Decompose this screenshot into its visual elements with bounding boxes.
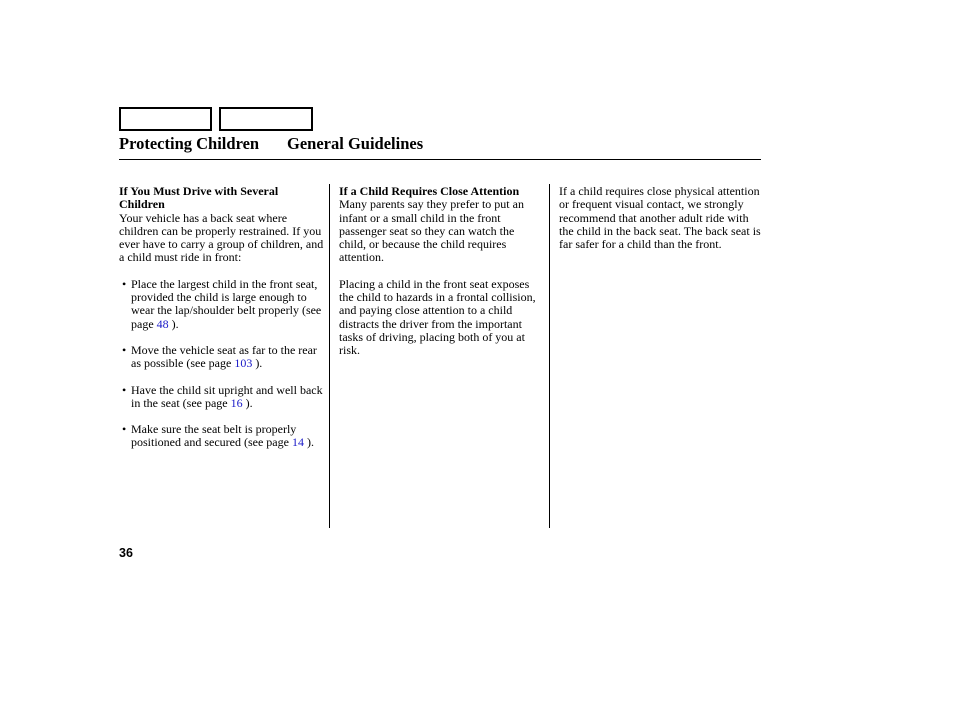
column-divider-2 bbox=[549, 184, 550, 528]
col2-paragraph-1: Many parents say they prefer to put an infant or a small child in the front passenger seat so they can watch the child, or because the child requires attention. bbox=[339, 197, 524, 265]
bullet-icon: • bbox=[122, 276, 127, 291]
page-link-14[interactable]: 14 bbox=[291, 435, 304, 450]
column-2 bbox=[339, 185, 544, 371]
subsection-title: General Guidelines bbox=[287, 134, 424, 153]
bullet-suffix: ). bbox=[303, 435, 314, 450]
page-link-16[interactable]: 16 bbox=[230, 395, 243, 410]
col1-heading: If You Must Drive with Several Children bbox=[119, 184, 279, 212]
bullet-text: Have the child sit upright and well back in the seat (see page bbox=[131, 382, 323, 410]
col3-paragraph-1: If a child requires close physical attention or frequent visual contact, we strongly recommend that another adult ride with the child in the back seat. The back seat is far safer for a child than the front. bbox=[559, 184, 761, 252]
list-item bbox=[119, 344, 324, 371]
bullet-icon: • bbox=[122, 342, 127, 357]
bullet-text: Move the vehicle seat as far to the rear as possible (see page bbox=[131, 342, 317, 371]
col1-bullet-list bbox=[119, 278, 324, 450]
page-number: 36 bbox=[119, 546, 133, 560]
list-item bbox=[119, 423, 324, 450]
col2-heading: If a Child Requires Close Attention bbox=[339, 184, 520, 198]
page-link-48[interactable]: 48 bbox=[156, 316, 169, 331]
bullet-icon: • bbox=[122, 382, 127, 397]
col1-intro: Your vehicle has a back seat where children can be properly restrained. If you ever have to carry a group of children, and a child must ride in front: bbox=[119, 210, 324, 265]
column-divider-1 bbox=[329, 184, 330, 528]
list-item bbox=[119, 384, 324, 411]
header-rule bbox=[119, 159, 761, 160]
page-link-103[interactable]: 103 bbox=[234, 356, 253, 371]
column-3 bbox=[559, 185, 764, 264]
section-title: Protecting Children bbox=[119, 134, 260, 153]
bullet-suffix: ). bbox=[252, 356, 263, 371]
bullet-suffix: ). bbox=[168, 316, 179, 331]
col2-paragraph-2: Placing a child in the front seat exposes the child to hazards in a frontal collision, and paying close attention to a child distracts the driver from the important tasks of driving, placing both of you at risk. bbox=[339, 276, 536, 358]
bullet-suffix: ). bbox=[242, 395, 253, 410]
list-item bbox=[119, 278, 324, 331]
bullet-text: Place the largest child in the front seat, provided the child is large enough to wear the lap/shoulder belt properly (see page bbox=[131, 276, 322, 331]
nav-button-main-menu[interactable] bbox=[119, 107, 212, 131]
column-1 bbox=[119, 185, 324, 463]
nav-button-index[interactable] bbox=[219, 107, 313, 131]
bullet-icon: • bbox=[122, 422, 127, 437]
bullet-text: Make sure the seat belt is properly positioned and secured (see page bbox=[131, 422, 297, 450]
